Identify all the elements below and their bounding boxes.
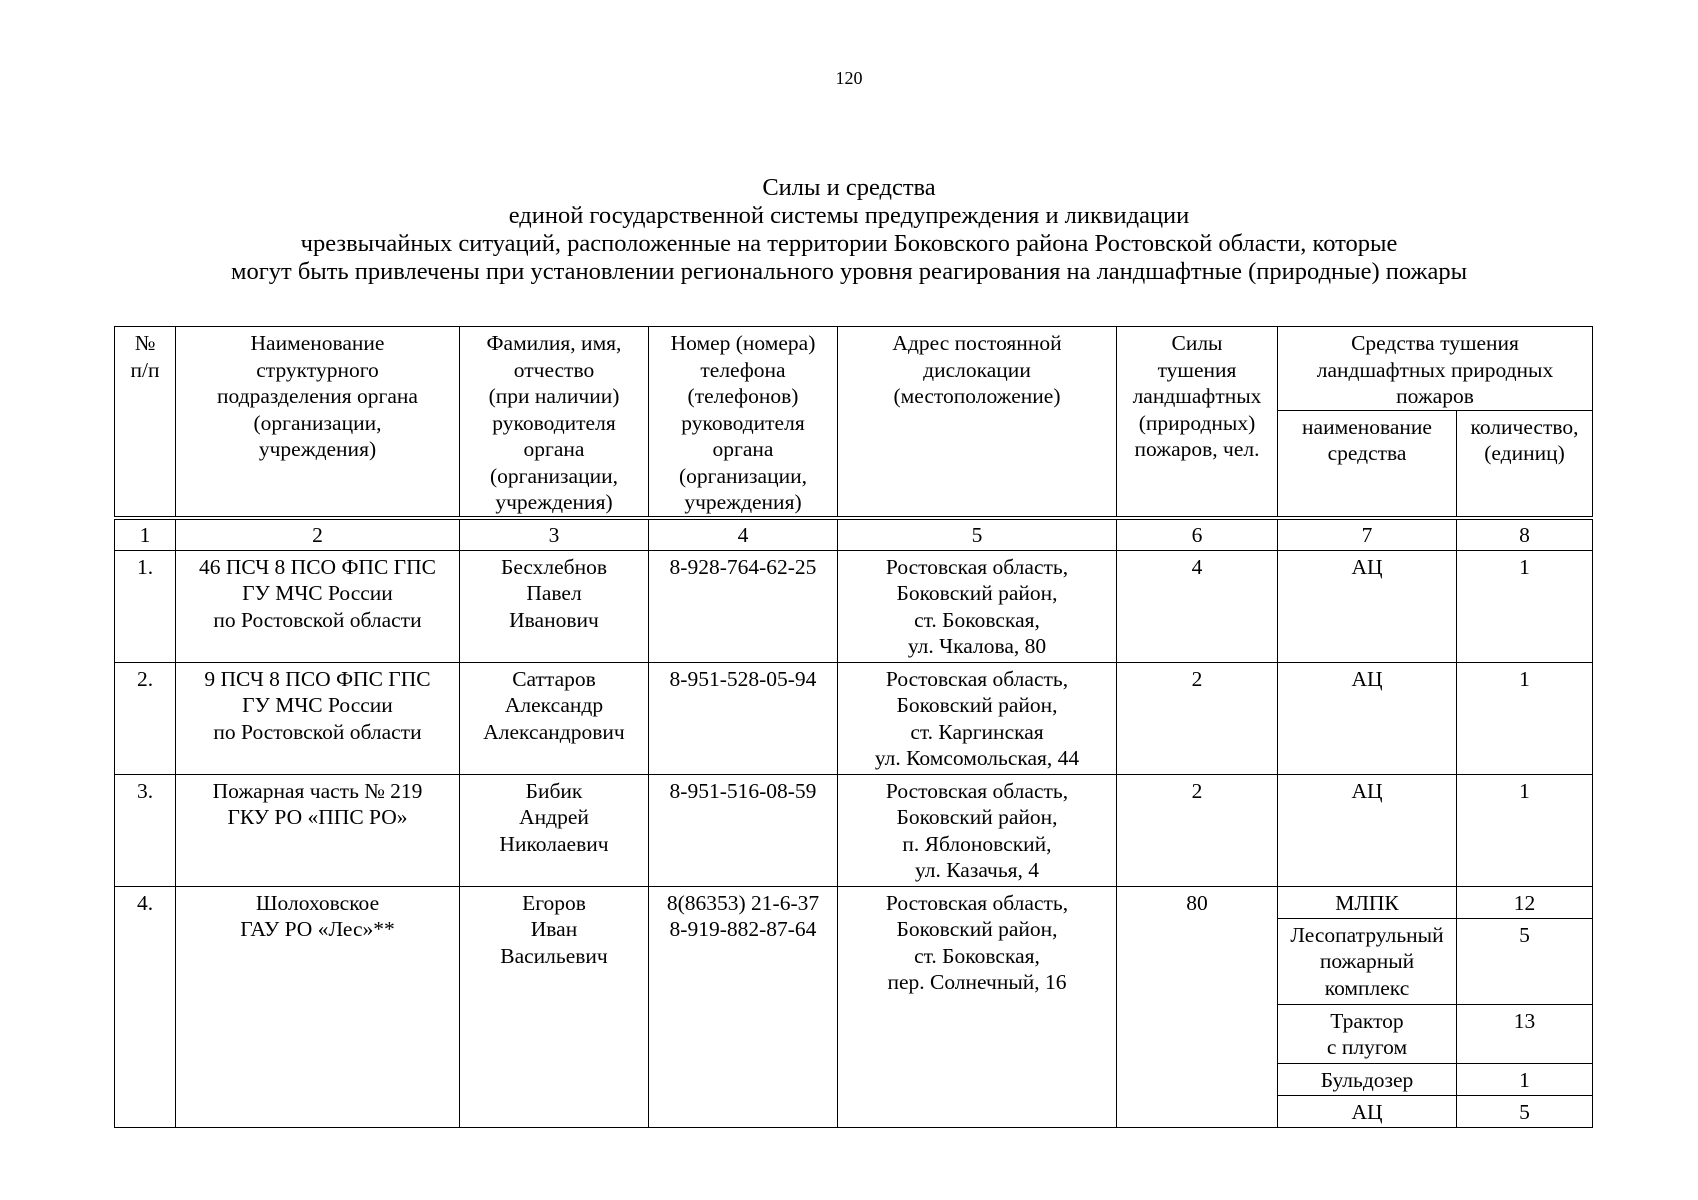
means-name: Трактор с плугом <box>1278 1004 1457 1063</box>
row-phone: 8-951-528-05-94 <box>649 662 838 774</box>
column-number: 3 <box>460 518 649 550</box>
row-unit: Шолоховское ГАУ РО «Лес»** <box>176 886 460 1127</box>
row-forces: 2 <box>1117 774 1278 886</box>
title-line-1: Силы и средства <box>762 174 936 201</box>
column-number: 8 <box>1457 518 1593 550</box>
column-number: 5 <box>838 518 1117 550</box>
header-means-qty: количество, (единиц) <box>1457 410 1593 518</box>
row-phone: 8(86353) 21-6-37 8-919-882-87-64 <box>649 886 838 1127</box>
means-qty: 1 <box>1457 1063 1593 1095</box>
table-row <box>115 774 1593 886</box>
means-name: Лесопатрульный пожарный комплекс <box>1278 918 1457 1004</box>
forces-table <box>114 326 1593 1128</box>
row-head: Бесхлебнов Павел Иванович <box>460 550 649 662</box>
row-head: Бибик Андрей Николаевич <box>460 774 649 886</box>
means-qty: 1 <box>1457 774 1593 886</box>
header-phone: Номер (номера) телефона (телефонов) руководителя органа (организации, учреждения) <box>649 327 838 519</box>
title-line-3: чрезвычайных ситуаций, расположенные на территории Боковского района Ростовской области, которые <box>300 230 1398 257</box>
means-qty: 5 <box>1457 918 1593 1004</box>
means-qty: 12 <box>1457 886 1593 918</box>
page-number: 120 <box>835 68 863 88</box>
means-name: АЦ <box>1278 774 1457 886</box>
header-head: Фамилия, имя, отчество (при наличии) руководителя органа (организации, учреждения) <box>460 327 649 519</box>
row-unit: Пожарная часть № 219 ГКУ РО «ППС РО» <box>176 774 460 886</box>
means-name: АЦ <box>1278 550 1457 662</box>
row-head: Егоров Иван Васильевич <box>460 886 649 1127</box>
column-number: 7 <box>1278 518 1457 550</box>
header-address: Адрес постоянной дислокации (местоположение) <box>838 327 1117 519</box>
column-number: 1 <box>115 518 176 550</box>
row-unit: 9 ПСЧ 8 ПСО ФПС ГПС ГУ МЧС России по Ростовской области <box>176 662 460 774</box>
column-number: 4 <box>649 518 838 550</box>
means-qty: 1 <box>1457 550 1593 662</box>
means-qty: 1 <box>1457 662 1593 774</box>
header-means-name: наименование средства <box>1278 410 1457 518</box>
table-row <box>115 886 1593 918</box>
row-num: 4. <box>115 886 176 1127</box>
row-forces: 4 <box>1117 550 1278 662</box>
row-address: Ростовская область, Боковский район, п. Яблоновский, ул. Казачья, 4 <box>838 774 1117 886</box>
row-forces: 80 <box>1117 886 1278 1127</box>
means-name: АЦ <box>1278 662 1457 774</box>
row-num: 3. <box>115 774 176 886</box>
row-address: Ростовская область, Боковский район, ст. Боковская, ул. Чкалова, 80 <box>838 550 1117 662</box>
title-line-4: могут быть привлечены при установлении регионального уровня реагирования на ландшафтные (природные) пожары <box>230 258 1468 285</box>
row-head: Саттаров Александр Александрович <box>460 662 649 774</box>
header-forces: Силы тушения ландшафтных (природных) пожаров, чел. <box>1117 327 1278 519</box>
header-num: № п/п <box>115 327 176 519</box>
row-address: Ростовская область, Боковский район, ст. Боковская, пер. Солнечный, 16 <box>838 886 1117 1127</box>
row-num: 2. <box>115 662 176 774</box>
row-phone: 8-928-764-62-25 <box>649 550 838 662</box>
means-name: Бульдозер <box>1278 1063 1457 1095</box>
column-number: 6 <box>1117 518 1278 550</box>
row-forces: 2 <box>1117 662 1278 774</box>
means-qty: 13 <box>1457 1004 1593 1063</box>
means-qty: 5 <box>1457 1095 1593 1127</box>
document-title <box>60 174 1638 286</box>
means-name: АЦ <box>1278 1095 1457 1127</box>
table-row <box>115 662 1593 774</box>
table-row <box>115 550 1593 662</box>
row-unit: 46 ПСЧ 8 ПСО ФПС ГПС ГУ МЧС России по Ростовской области <box>176 550 460 662</box>
column-number: 2 <box>176 518 460 550</box>
header-unit: Наименование структурного подразделения органа (организации, учреждения) <box>176 327 460 519</box>
row-address: Ростовская область, Боковский район, ст. Каргинская ул. Комсомольская, 44 <box>838 662 1117 774</box>
means-name: МЛПК <box>1278 886 1457 918</box>
title-line-2: единой государственной системы предупреждения и ликвидации <box>508 202 1190 229</box>
row-num: 1. <box>115 550 176 662</box>
row-phone: 8-951-516-08-59 <box>649 774 838 886</box>
header-means-group: Средства тушения ландшафтных природных пожаров <box>1278 327 1593 411</box>
